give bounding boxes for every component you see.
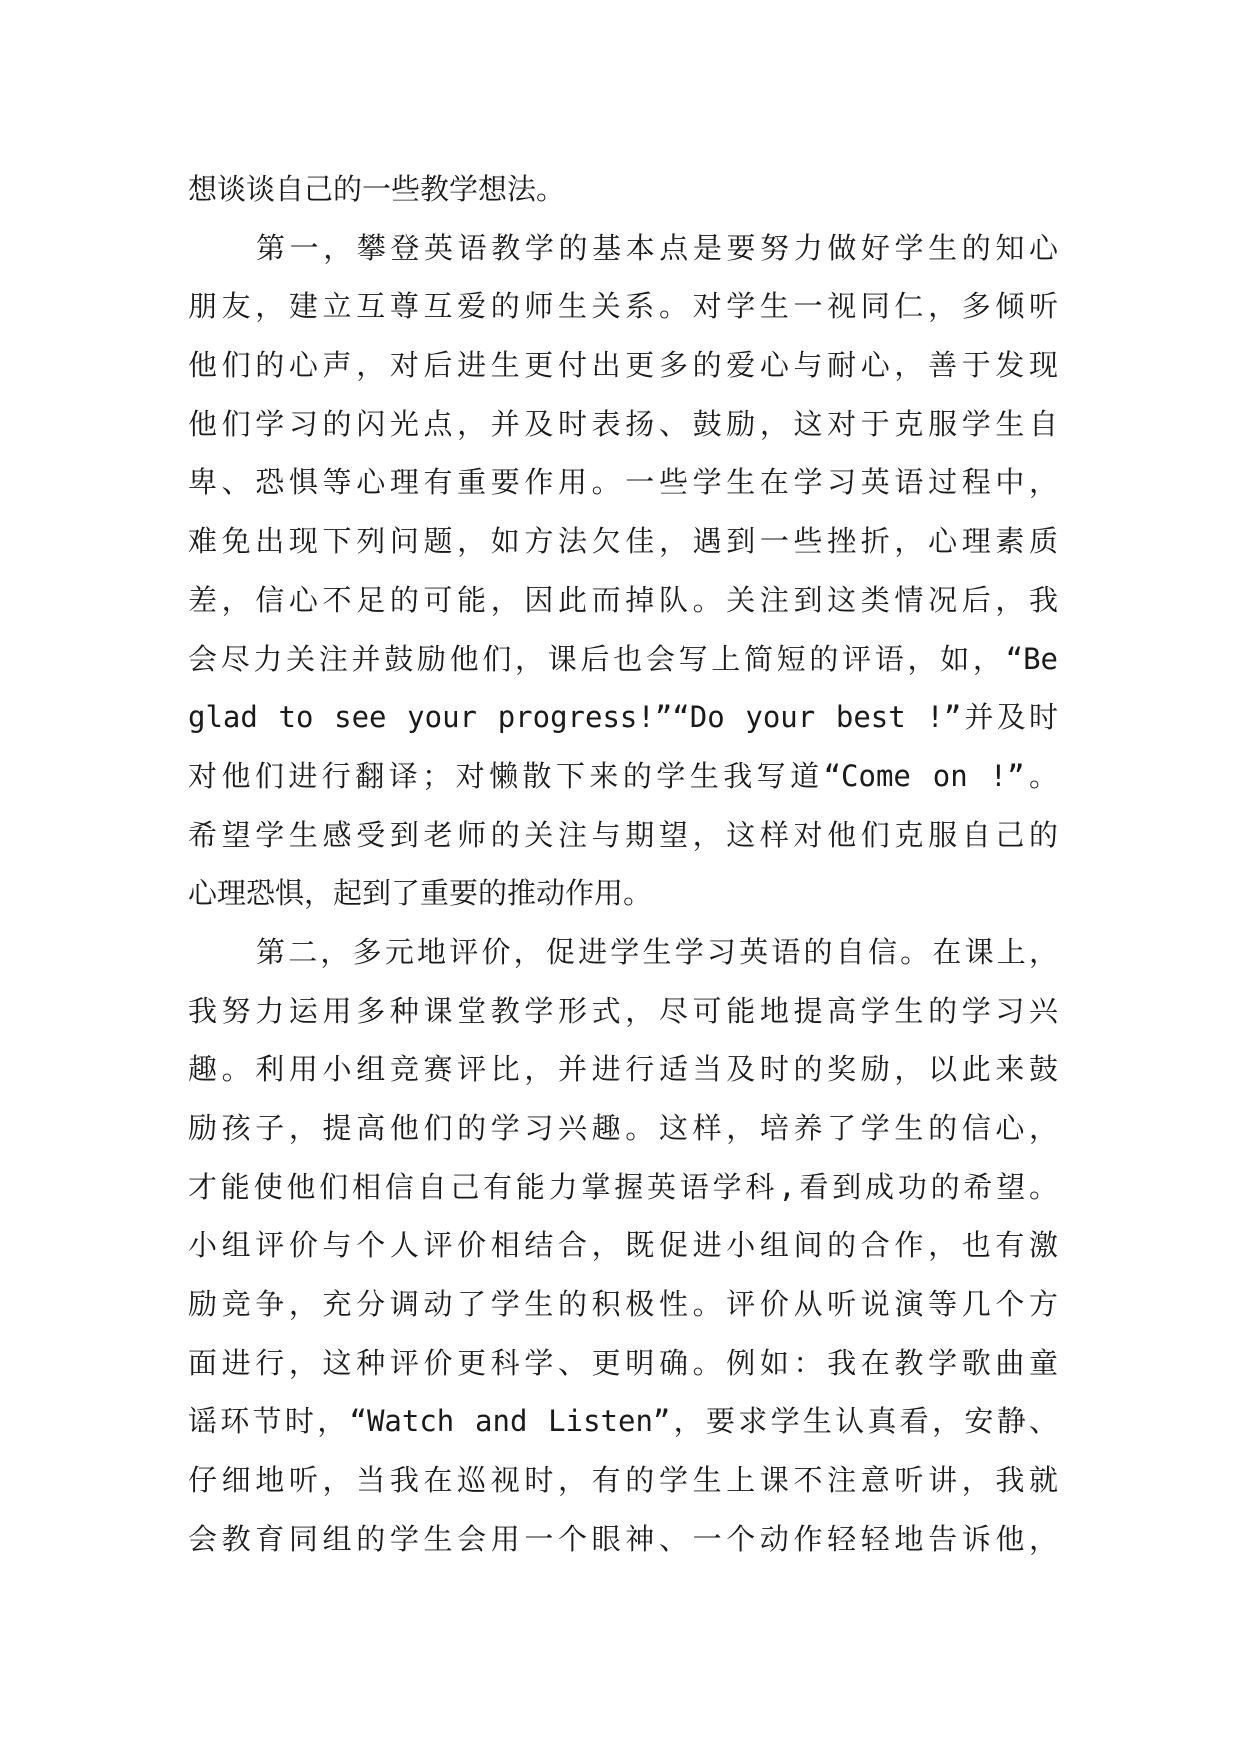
text-line: 谣环节时，“Watch and Listen”，要求学生认真看，安静、 bbox=[188, 1404, 1058, 1439]
text-line: 难免出现下列问题，如方法欠佳，遇到一些挫折，心理素质 bbox=[188, 524, 1058, 559]
text-line: 才能使他们相信自己有能力掌握英语学科,看到成功的希望。 bbox=[188, 1169, 1058, 1204]
text-line: glad to see your progress!”“Do your best !”并及时 bbox=[188, 700, 1058, 735]
text-line: 趣。利用小组竞赛评比，并进行适当及时的奖励，以此来鼓 bbox=[188, 1052, 1058, 1087]
text-line: 希望学生感受到老师的关注与期望，这样对他们克服自己的 bbox=[188, 817, 1058, 852]
paragraph-1-first-line: 第一，攀登英语教学的基本点是要努力做好学生的知心 bbox=[256, 230, 1058, 265]
text-line: 对他们进行翻译；对懒散下来的学生我写道“Come on !”。 bbox=[188, 758, 1058, 793]
text-line: 卑、恐惧等心理有重要作用。一些学生在学习英语过程中， bbox=[188, 465, 1058, 500]
text-line: 心理恐惧，起到了重要的推动作用。 bbox=[188, 876, 653, 911]
text-line: 励孩子，提高他们的学习兴趣。这样，培养了学生的信心， bbox=[188, 1111, 1058, 1145]
text-line: 他们学习的闪光点，并及时表扬、鼓励，这对于克服学生自 bbox=[188, 406, 1058, 441]
text-line: 朋友，建立互尊互爱的师生关系。对学生一视同仁，多倾听 bbox=[188, 289, 1058, 324]
text-line: 仔细地听，当我在巡视时，有的学生上课不注意听讲，我就 bbox=[188, 1463, 1058, 1498]
text-line: 他们的心声，对后进生更付出更多的爱心与耐心，善于发现 bbox=[188, 348, 1058, 383]
text-line: 励竞争，充分调动了学生的积极性。评价从听说演等几个方 bbox=[188, 1287, 1058, 1322]
text-line: 小组评价与个人评价相结合，既促进小组间的合作，也有激 bbox=[188, 1228, 1058, 1263]
paragraph-2-first-line: 第二，多元地评价，促进学生学习英语的自信。在课上， bbox=[256, 934, 1058, 969]
text-line: 会教育同组的学生会用一个眼神、一个动作轻轻地告诉他， bbox=[188, 1521, 1058, 1556]
text-line: 想谈谈自己的一些教学想法。 bbox=[188, 172, 566, 206]
text-line: 我努力运用多种课堂教学形式，尽可能地提高学生的学习兴 bbox=[188, 993, 1058, 1028]
text-line: 面进行，这种评价更科学、更明确。例如：我在教学歌曲童 bbox=[188, 1345, 1058, 1380]
text-line: 差，信心不足的可能，因此而掉队。关注到这类情况后，我 bbox=[188, 582, 1058, 617]
text-line: 会尽力关注并鼓励他们，课后也会写上简短的评语，如，“Be bbox=[188, 641, 1058, 676]
body-text bbox=[188, 160, 1058, 1569]
